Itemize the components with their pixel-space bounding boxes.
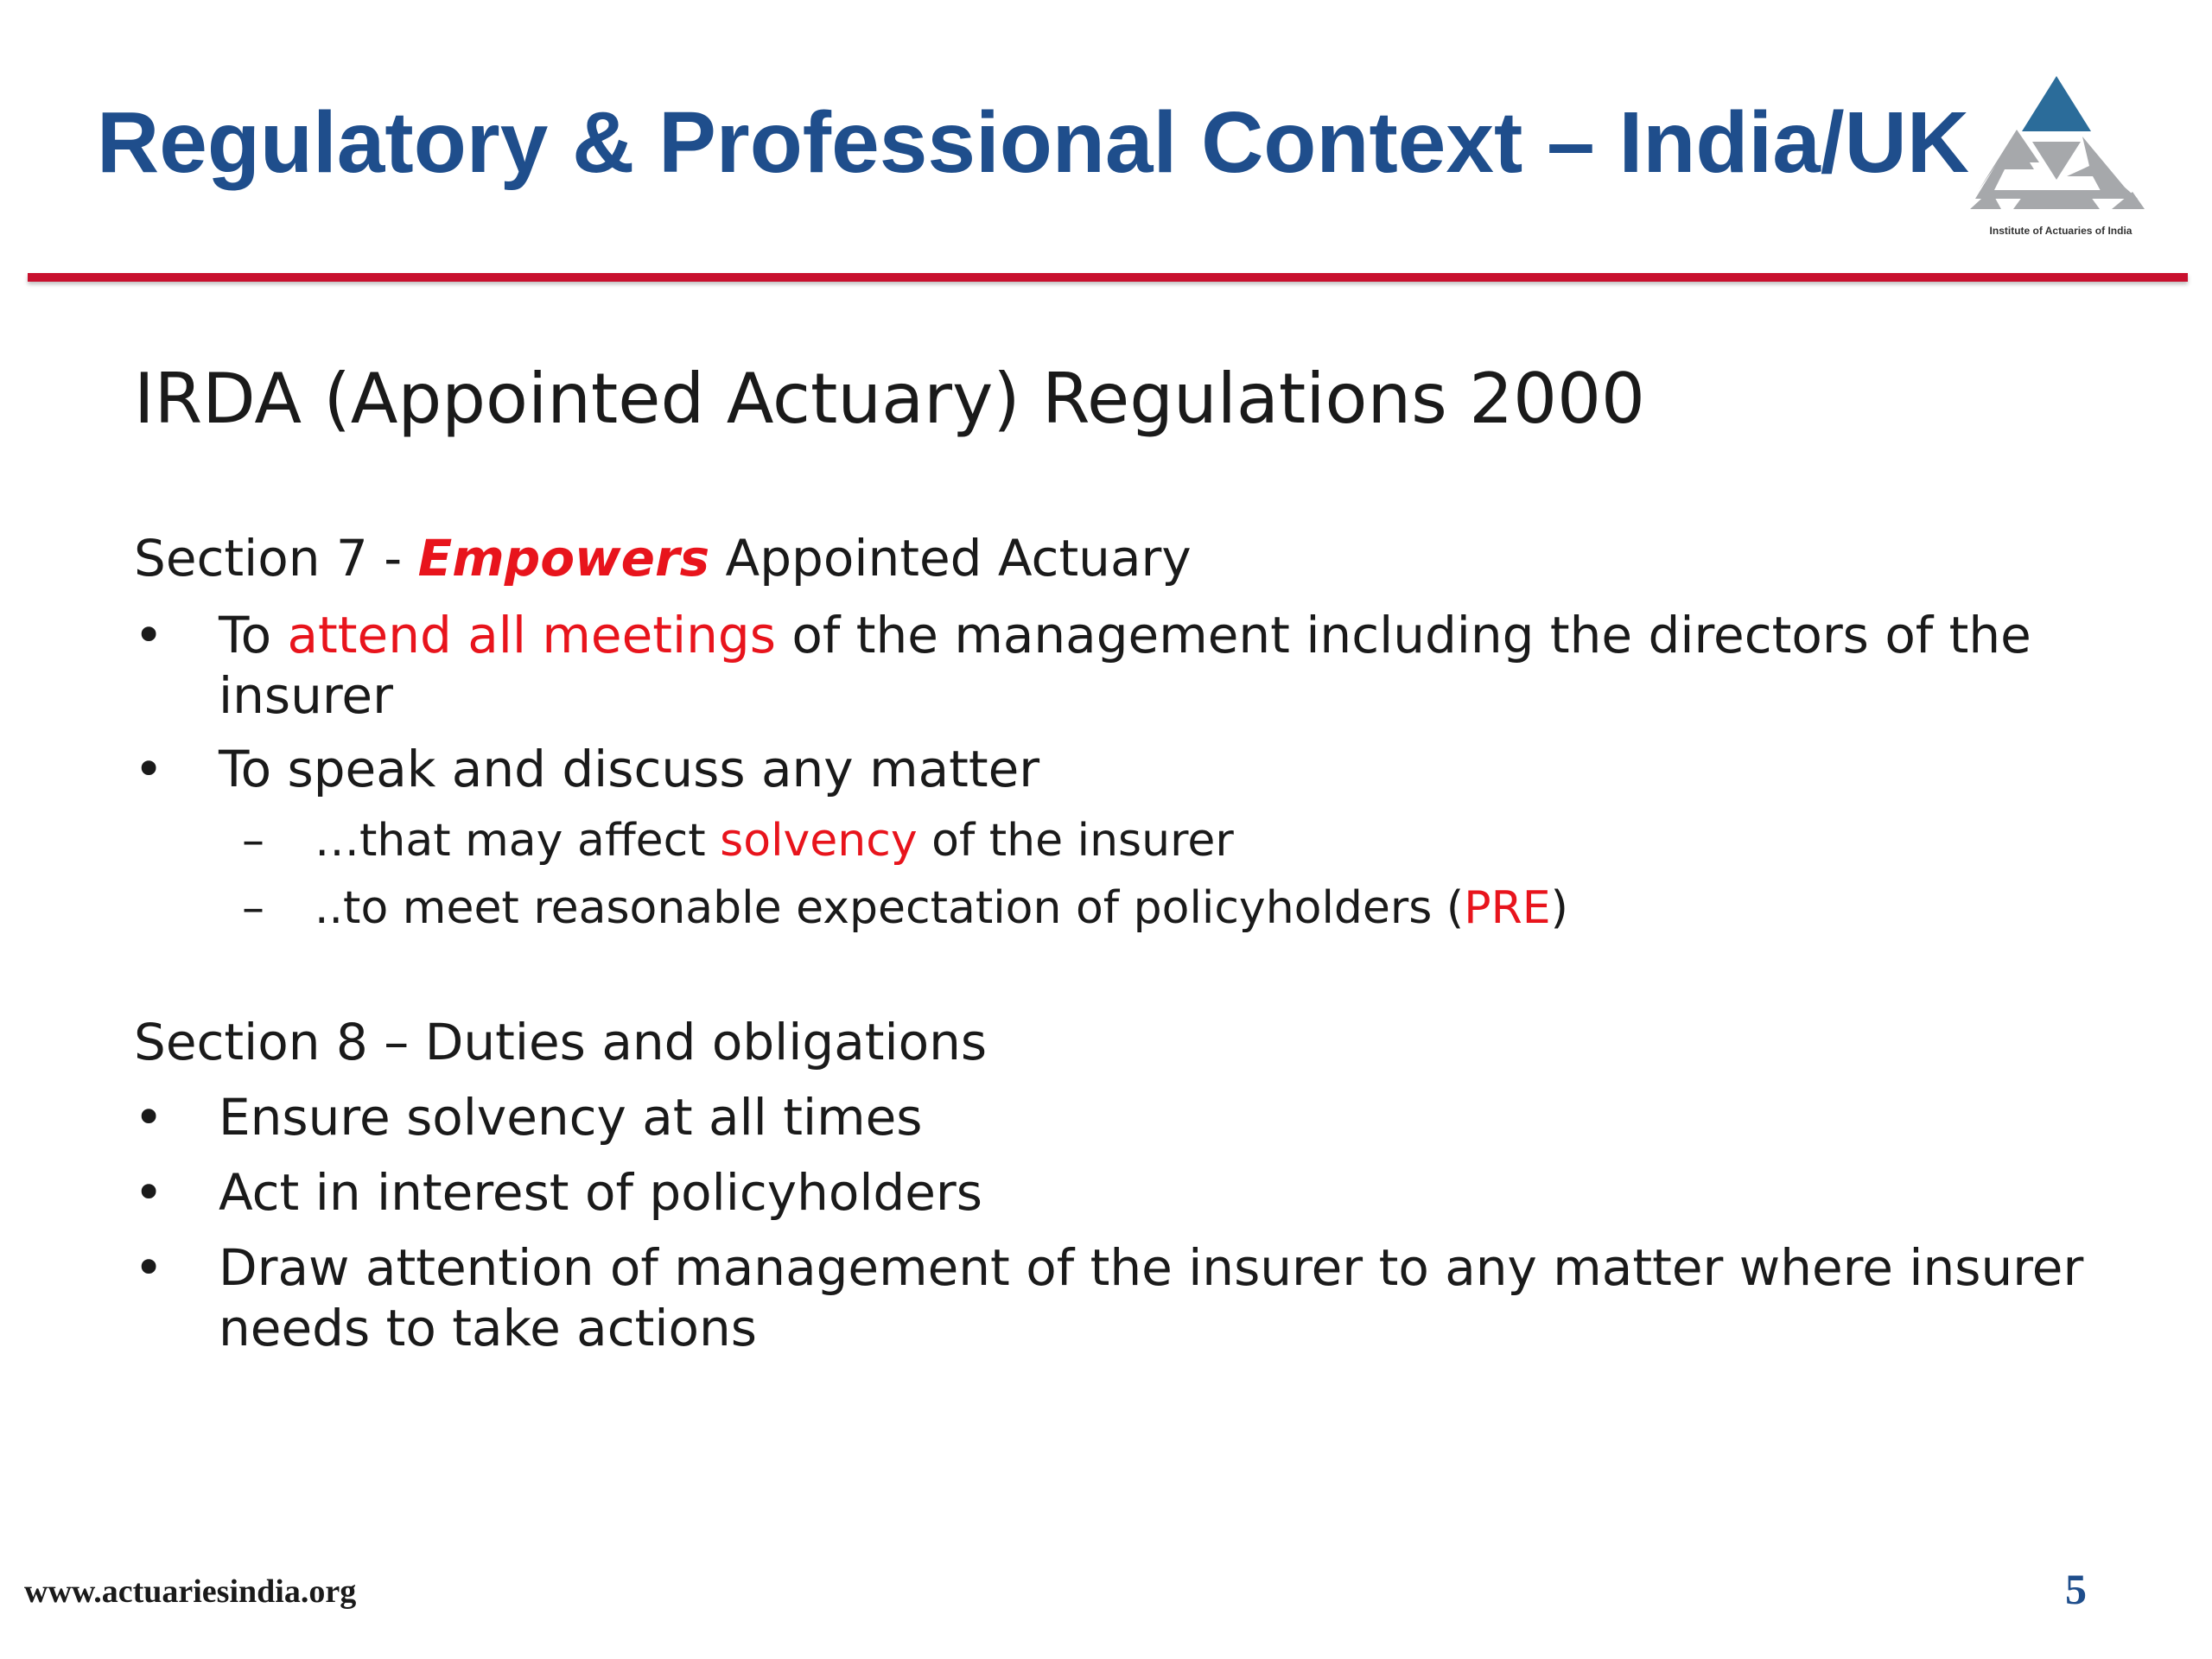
sub-bullet-text-pre: …that may affect — [315, 815, 721, 867]
sub-bullet-text-pre: ..to meet reasonable expectation of policyholders ( — [315, 882, 1465, 934]
bullet-text: Act in interest of policyholders — [219, 1163, 982, 1222]
sub-bullet-highlight: PRE — [1464, 882, 1551, 934]
iai-triangle-logo-icon — [1953, 69, 2160, 225]
bullet-dot: • — [134, 1088, 164, 1147]
slide-subtitle: IRDA (Appointed Actuary) Regulations 2000 — [134, 359, 1645, 439]
bullet-highlight: attend all meetings — [287, 606, 776, 664]
iai-logo — [1953, 69, 2160, 242]
sub-bullet-text — [315, 880, 1568, 937]
bullet-text-post: of the management including the directors of the insurer — [219, 606, 2031, 725]
section-7-prefix: Section 7 - — [134, 529, 418, 588]
logo-caption: Institute of Actuaries of India — [1989, 225, 2133, 237]
slide-title: Regulatory & Professional Context – India/UK — [97, 94, 1970, 191]
sub-bullet-text-post: of the insurer — [917, 815, 1234, 867]
title-divider — [28, 273, 2188, 282]
bullet-dot: • — [134, 1238, 164, 1297]
page-number: 5 — [2065, 1565, 2087, 1613]
sub-bullet-dash: – — [242, 815, 264, 867]
bullet-text: To speak and discuss any matter — [219, 740, 1040, 798]
sub-bullet-highlight: solvency — [720, 815, 918, 867]
sub-bullet-text-post: ) — [1550, 882, 1568, 934]
section-7-heading — [134, 527, 1192, 589]
bullet-text — [219, 605, 2102, 726]
sub-bullet-text — [315, 812, 1234, 869]
section-7-suffix: Appointed Actuary — [709, 529, 1192, 588]
bullet-dot: • — [134, 740, 164, 798]
bullet-text: Draw attention of management of the insurer to any matter where insurer needs to take actions — [219, 1238, 2084, 1357]
bullet-text-pre: To — [219, 606, 288, 664]
section-8-heading: Section 8 – Duties and obligations — [134, 1013, 988, 1071]
bullet-dot: • — [134, 606, 164, 664]
section-7-emphasis: Empowers — [417, 529, 710, 588]
bullet-dot: • — [134, 1163, 164, 1222]
footer-url: www.actuariesindia.org — [24, 1573, 357, 1610]
sub-bullet-dash: – — [242, 882, 264, 934]
bullet-text: Ensure solvency at all times — [219, 1088, 923, 1147]
